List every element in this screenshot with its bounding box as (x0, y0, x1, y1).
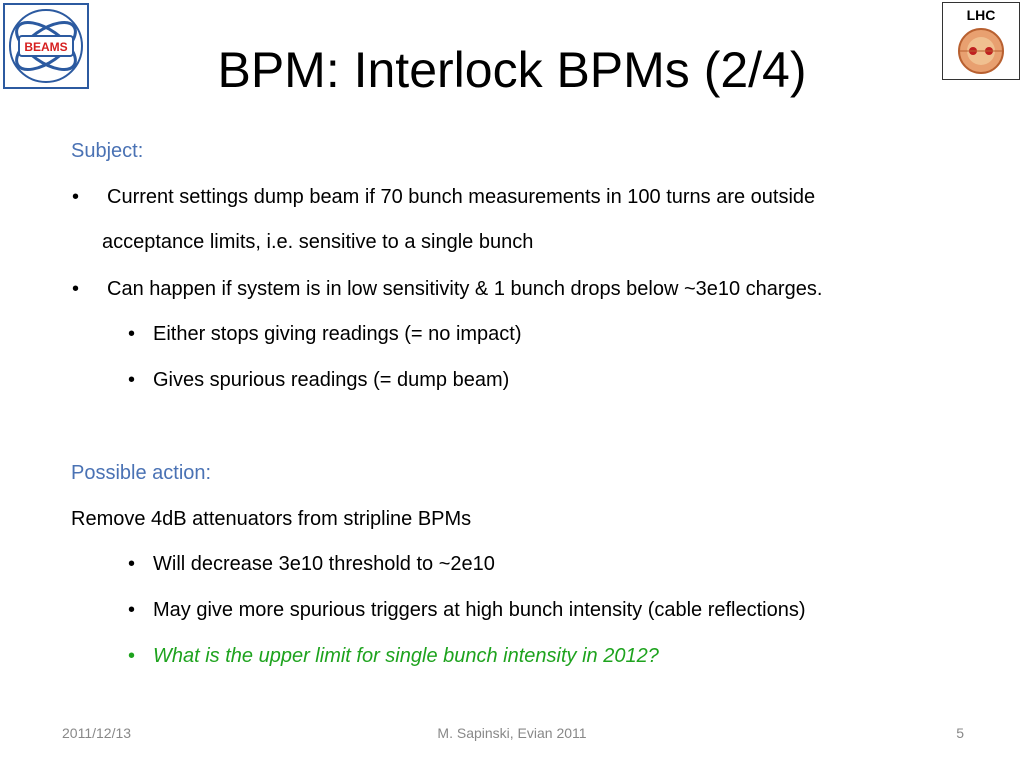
slide-title: BPM: Interlock BPMs (2/4) (217, 42, 807, 98)
sub-bullet-dot: • (128, 369, 136, 391)
action-sub-2: May give more spurious triggers at high bunch intensity (cable reflections) (153, 599, 806, 621)
footer-author: M. Sapinski, Evian 2011 (437, 725, 587, 741)
action-sub-1: Will decrease 3e10 threshold to ~2e10 (153, 553, 495, 575)
action-sub-3-question: What is the upper limit for single bunch intensity in 2012? (153, 645, 659, 667)
action-text: Remove 4dB attenuators from stripline BPMs (71, 508, 472, 530)
footer-date: 2011/12/13 (62, 725, 132, 741)
subject-heading: Subject: (71, 140, 144, 162)
bullet-dot: • (72, 278, 80, 300)
sub-bullet-dot-green: • (128, 645, 136, 667)
footer-page-number: 5 (956, 725, 964, 741)
bullet-1-line-1: Current settings dump beam if 70 bunch measurements in 100 turns are outside (107, 186, 816, 208)
sub-bullet-dot: • (128, 599, 136, 621)
bullet-2-text: Can happen if system is in low sensitivity & 1 bunch drops below ~3e10 charges. (107, 278, 823, 300)
sub-bullet-dot: • (128, 323, 136, 345)
action-heading: Possible action: (71, 462, 212, 484)
svg-text:BEAMS: BEAMS (24, 40, 68, 54)
bullet-1-line-2: acceptance limits, i.e. sensitive to a single bunch (102, 231, 534, 253)
bullet-dot: • (72, 186, 80, 208)
sub-bullet-2: Gives spurious readings (= dump beam) (153, 369, 510, 391)
sub-bullet-dot: • (128, 553, 136, 575)
svg-text:LHC: LHC (966, 7, 996, 23)
sub-bullet-1: Either stops giving readings (= no impact) (153, 323, 522, 345)
